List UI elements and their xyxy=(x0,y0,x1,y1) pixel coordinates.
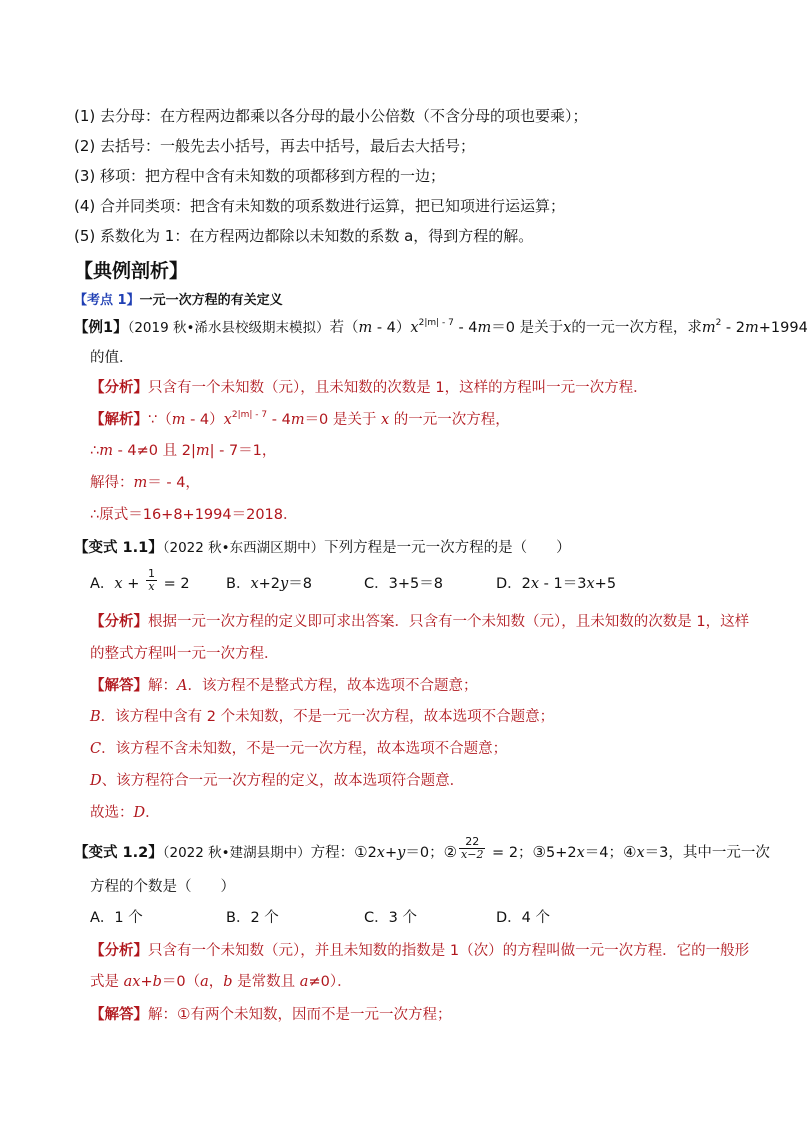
var-m: m xyxy=(701,320,716,336)
text: ．该方程不含未知数，不是一元一次方程，故本选项不合题意； xyxy=(101,741,508,757)
example1-solution-3 xyxy=(90,473,200,493)
variant11-answer-c xyxy=(90,739,507,759)
analysis-text: 只含有一个未知数（元），并且未知数的指数是 1（次）的方程叫做一元一次方程．它的一般形 xyxy=(148,943,750,959)
text: 解： xyxy=(148,678,177,694)
exponent: 2|m| - 7 xyxy=(418,318,454,328)
text: 、该方程符合一元一次方程的定义，故本选项符合题意． xyxy=(101,773,465,789)
text: = 2； xyxy=(487,845,533,861)
step-5: (5) 系数化为 1：在方程两边都除以未知数的系数 a，得到方程的解。 xyxy=(74,227,534,245)
var-ax: ax xyxy=(123,974,141,990)
option-b xyxy=(226,574,312,594)
example1-source: （2019 秋•浠水县校级期末模拟） xyxy=(127,320,330,336)
option-d xyxy=(496,574,616,594)
variant11-choice xyxy=(90,803,160,823)
text: + xyxy=(384,845,398,861)
var-x: x xyxy=(530,576,540,592)
text: 是常数且 xyxy=(232,974,300,990)
denominator: x−2 xyxy=(461,847,484,861)
var-m: m xyxy=(745,320,759,336)
variant12-question xyxy=(74,834,770,868)
denominator: x xyxy=(148,579,155,593)
example1-solution-2 xyxy=(90,441,276,461)
var-x: x xyxy=(381,412,390,428)
text: ＝0 是关于 xyxy=(304,412,382,428)
variant11-answer-a xyxy=(90,676,477,696)
var-m: m xyxy=(99,443,113,459)
topic-tag: 【考点 1】 xyxy=(74,293,140,308)
var-m: m xyxy=(195,443,210,459)
option-letter: B xyxy=(90,709,101,725)
option-label: B． xyxy=(226,576,251,592)
option-a: A．1 个 xyxy=(90,910,143,926)
exponent: 2 xyxy=(715,318,722,328)
circled-number: ③ xyxy=(532,843,546,861)
text: - 4≠0 且 2| xyxy=(112,443,196,459)
variant11-analysis-2: 的整式方程叫一元一次方程． xyxy=(90,646,279,662)
var-x: x xyxy=(114,576,123,592)
answer-tag: 【解答】 xyxy=(90,678,148,694)
text: ＝0； xyxy=(405,845,444,861)
text: 若（ xyxy=(329,320,359,336)
example1-solution-1 xyxy=(90,410,510,430)
example1-question xyxy=(74,318,808,338)
answer-tag: 【解答】 xyxy=(90,1007,148,1023)
var-y: y xyxy=(397,845,406,861)
text: ＝0（ xyxy=(161,974,201,990)
var-m: m xyxy=(171,412,186,428)
option-c: C．3+5＝8 xyxy=(364,576,443,592)
option-label: D．2 xyxy=(496,576,531,592)
text: | - 7＝1， xyxy=(209,443,277,459)
var-x: x xyxy=(576,845,585,861)
text: ＝0 是关于 xyxy=(491,320,564,336)
var-x: x xyxy=(636,845,645,861)
var-b: b xyxy=(223,974,233,990)
text: 解得： xyxy=(90,475,134,491)
question-text: 下列方程是一元一次方程的是（ ） xyxy=(324,540,571,556)
text: ． xyxy=(145,805,160,821)
text: +1994 xyxy=(758,320,808,336)
text: +2 xyxy=(258,576,281,592)
option-b: B．2 个 xyxy=(226,910,279,926)
variant12-question-cont: 方程的个数是（ ） xyxy=(90,879,235,895)
text: 5+2 xyxy=(546,845,577,861)
variant12-analysis-1 xyxy=(90,941,749,961)
var-b: b xyxy=(152,974,162,990)
exponent: 2|m| - 7 xyxy=(231,410,268,420)
circled-number: ② xyxy=(443,843,458,861)
analysis-tag: 【分析】 xyxy=(90,943,148,959)
step-2: (2) 去括号：一般先去小括号，再去中括号，最后去大括号； xyxy=(74,137,476,155)
analysis-text: 只含有一个未知数（元），且未知数的次数是 1，这样的方程叫一元一次方程． xyxy=(148,380,648,396)
text: ∴ xyxy=(90,443,100,459)
step-1: (1) 去分母：在方程两边都乘以各分母的最小公倍数（不含分母的项也要乘）； xyxy=(74,107,588,125)
var-y: y xyxy=(280,576,289,592)
variant11-analysis-1 xyxy=(90,612,749,632)
text: 的一元一次方程，求 xyxy=(571,320,702,336)
text: ， xyxy=(208,974,224,990)
var-m: m xyxy=(477,320,492,336)
variant12-answer-1 xyxy=(90,1004,451,1025)
option-letter: D xyxy=(90,773,102,789)
text: - 4） xyxy=(185,412,224,428)
solution-tag: 【解析】 xyxy=(90,412,148,428)
text: ．该方程不是整式方程，故本选项不合题意； xyxy=(187,678,478,694)
topic-title: 一元一次方程的有关定义 xyxy=(139,293,283,308)
text: ≠0）． xyxy=(308,974,352,990)
text: 的一元一次方程， xyxy=(389,412,510,428)
circled-number: ① xyxy=(177,1005,191,1023)
option-label: A． xyxy=(90,576,115,592)
analysis-tag: 【分析】 xyxy=(90,380,148,396)
variant12-analysis-2 xyxy=(90,972,352,992)
example1-question-cont: 的值． xyxy=(90,350,134,366)
text: 2 xyxy=(367,845,377,861)
text: + xyxy=(140,974,153,990)
example1-analysis xyxy=(90,378,648,398)
text: 解： xyxy=(148,1007,177,1023)
example1-tag: 【例1】 xyxy=(74,320,128,336)
text: ＝8 xyxy=(288,576,312,592)
option-d: D．4 个 xyxy=(496,910,550,926)
step-4: (4) 合并同类项：把含有未知数的项系数进行运算，把已知项进行运运算； xyxy=(74,197,566,215)
text: 方程： xyxy=(310,845,355,861)
numerator: 22 xyxy=(459,836,485,849)
var-x: x xyxy=(223,412,232,428)
option-c: C．3 个 xyxy=(364,910,417,926)
var-x: x xyxy=(410,320,419,336)
text: - 1＝3 xyxy=(539,576,587,592)
analysis-text: 根据一元一次方程的定义即可求出答案．只含有一个未知数（元），且未知数的次数是 1，这样 xyxy=(148,614,750,630)
var-x: x xyxy=(376,845,385,861)
text: - 2 xyxy=(721,320,745,336)
text: ＝ - 4， xyxy=(147,475,200,491)
var-a: a xyxy=(200,974,209,990)
var-m: m xyxy=(133,475,148,491)
variant11-question xyxy=(74,538,571,558)
variant11-tag: 【变式 1.1】 xyxy=(74,540,163,556)
variant12-source: （2022 秋•建湖县期中） xyxy=(162,845,311,861)
text: - 4 xyxy=(267,412,291,428)
variant11-answer-d xyxy=(90,771,464,791)
topic-line xyxy=(74,290,283,311)
section-heading: 【典例剖析】 xyxy=(74,260,189,282)
option-letter: A xyxy=(177,678,188,694)
fraction xyxy=(459,836,485,861)
var-x: x xyxy=(250,576,259,592)
text: ．该方程中含有 2 个未知数，不是一元一次方程，故本选项不合题意； xyxy=(100,709,555,725)
circled-number: ④ xyxy=(623,843,637,861)
text: + xyxy=(122,576,144,592)
var-a: a xyxy=(299,974,309,990)
option-a xyxy=(90,566,190,594)
option-letter: C xyxy=(90,741,102,757)
text: ∵（ xyxy=(148,412,172,428)
variant11-source: （2022 秋•东西湖区期中） xyxy=(162,540,325,556)
text: ＝3，其中一元一次 xyxy=(644,845,770,861)
var-m: m xyxy=(290,412,305,428)
text: 故选： xyxy=(90,805,134,821)
text: - 4） xyxy=(372,320,411,336)
text: ＝4； xyxy=(584,845,624,861)
text: +5 xyxy=(594,576,617,592)
circled-number: ① xyxy=(354,843,368,861)
text: - 4 xyxy=(453,320,478,336)
variant11-answer-b xyxy=(90,707,554,727)
text: 式是 xyxy=(90,974,124,990)
text: = 2 xyxy=(158,576,190,592)
option-letter: D xyxy=(133,805,146,821)
example1-solution-4: ∴原式＝16+8+1994＝2018． xyxy=(90,507,298,523)
analysis-tag: 【分析】 xyxy=(90,614,148,630)
numerator: 1 xyxy=(147,566,155,580)
var-x: x xyxy=(563,320,572,336)
var-x: x xyxy=(586,576,595,592)
fraction xyxy=(146,568,157,593)
step-3: (3) 移项：把方程中含有未知数的项都移到方程的一边； xyxy=(74,167,446,185)
variant12-tag: 【变式 1.2】 xyxy=(74,845,163,861)
var-m: m xyxy=(358,320,373,336)
text: 有两个未知数，因而不是一元一次方程； xyxy=(190,1007,452,1023)
